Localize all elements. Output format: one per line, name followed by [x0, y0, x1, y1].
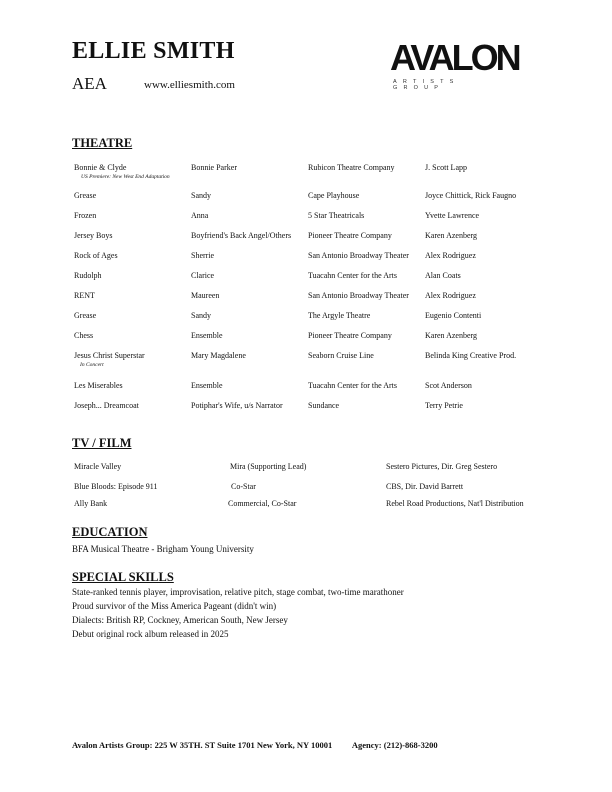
- theatre-director-cell: Alan Coats: [425, 271, 461, 280]
- website-link[interactable]: www.elliesmith.com: [144, 79, 235, 91]
- theatre-venue-cell: The Argyle Theatre: [308, 311, 371, 320]
- theatre-venue-cell: Pioneer Theatre Company: [308, 231, 392, 240]
- theatre-venue-cell: Pioneer Theatre Company: [308, 331, 392, 340]
- union-affiliation: AEA: [72, 74, 107, 93]
- theatre-role-cell: Anna: [191, 211, 209, 220]
- theatre-director-cell: Karen Azenberg: [425, 331, 478, 340]
- theatre-director-cell: Yvette Lawrence: [425, 211, 480, 220]
- skill-line: Debut original rock album released in 2025: [72, 629, 229, 639]
- logo-tagline: ARTISTS GROUP: [393, 79, 460, 91]
- theatre-venue-cell: San Antonio Broadway Theater: [308, 251, 409, 260]
- skill-line: State-ranked tennis player, improvisation, relative pitch, stage combat, two-time marathoner: [72, 587, 404, 597]
- theatre-show-cell: Frozen: [74, 211, 97, 220]
- theatre-director-cell: Scot Anderson: [425, 381, 472, 390]
- theatre-director-cell: Belinda King Creative Prod.: [425, 351, 517, 360]
- theatre-show-cell: Bonnie & Clyde: [74, 163, 127, 172]
- skills-heading: SPECIAL SKILLS: [72, 570, 174, 584]
- tvfilm-title-cell: Ally Bank: [74, 499, 108, 508]
- theatre-show-cell: RENT: [74, 291, 95, 300]
- theatre-director-cell: Karen Azenberg: [425, 231, 478, 240]
- theatre-director-cell: Terry Petrie: [425, 401, 463, 410]
- theatre-show-cell: Les Miserables: [74, 381, 123, 390]
- actor-name: ELLIE SMITH: [72, 38, 235, 64]
- theatre-role-cell: Sherrie: [191, 251, 215, 260]
- theatre-director-cell: Eugenio Contenti: [425, 311, 482, 320]
- tvfilm-role-cell: Co-Star: [231, 482, 256, 491]
- skill-line: Dialects: British RP, Cockney, American South, New Jersey: [72, 615, 288, 625]
- theatre-role-cell: Potiphar's Wife, u/s Narrator: [191, 401, 283, 410]
- tvfilm-company-cell: Sestero Pictures, Dir. Greg Sestero: [386, 462, 498, 471]
- theatre-venue-cell: Seaborn Cruise Line: [308, 351, 374, 360]
- tvfilm-title-cell: Blue Bloods: Episode 911: [74, 482, 158, 491]
- tvfilm-company-cell: Rebel Road Productions, Nat'l Distribution: [386, 499, 524, 508]
- theatre-director-cell: J. Scott Lapp: [425, 163, 467, 172]
- theatre-role-cell: Sandy: [191, 311, 211, 320]
- footer: [72, 740, 456, 750]
- theatre-show-cell: Jesus Christ Superstar: [74, 351, 145, 360]
- tvfilm-role-cell: Mira (Supporting Lead): [230, 462, 307, 471]
- theatre-show-cell: Jersey Boys: [74, 231, 113, 240]
- theatre-venue-cell: Tuacahn Center for the Arts: [308, 381, 398, 390]
- skill-line: Proud survivor of the Miss America Pageant (didn't win): [72, 601, 277, 611]
- theatre-role-cell: Maureen: [191, 291, 220, 300]
- theatre-director-cell: Joyce Chittick, Rick Faugno: [425, 191, 517, 200]
- theatre-show-cell: Chess: [74, 331, 94, 340]
- theatre-note: US Premiere: New West End Adaptation: [81, 174, 170, 180]
- tvfilm-role-cell: Commercial, Co-Star: [228, 499, 297, 508]
- theatre-role-cell: Mary Magdalene: [191, 351, 246, 360]
- theatre-venue-cell: Tuacahn Center for the Arts: [308, 271, 398, 280]
- agency-logo: [390, 37, 519, 92]
- theatre-venue-cell: Sundance: [308, 401, 340, 410]
- theatre-show-cell: Joseph... Dreamcoat: [74, 401, 139, 410]
- education-heading: EDUCATION: [72, 525, 148, 539]
- theatre-venue-cell: 5 Star Theatricals: [308, 211, 365, 220]
- tvfilm-title-cell: Miracle Valley: [74, 462, 122, 471]
- theatre-venue-cell: San Antonio Broadway Theater: [308, 291, 409, 300]
- footer-address: Avalon Artists Group: 225 W 35TH. ST Suite 1701 New York, NY 10001: [72, 740, 333, 750]
- theatre-note: In Concert: [80, 362, 104, 368]
- theatre-role-cell: Clarice: [191, 271, 215, 280]
- theatre-show-cell: Grease: [74, 311, 97, 320]
- logo-wordmark: AVALON: [390, 37, 519, 78]
- theatre-venue-cell: Cape Playhouse: [308, 191, 360, 200]
- theatre-director-cell: Alex Rodriguez: [425, 291, 476, 300]
- education-line: BFA Musical Theatre - Brigham Young University: [72, 544, 254, 554]
- theatre-show-cell: Rock of Ages: [74, 251, 118, 260]
- theatre-role-cell: Bonnie Parker: [191, 163, 237, 172]
- footer-agency-phone: Agency: (212)-868-3200: [351, 740, 438, 750]
- tvfilm-heading: TV / FILM: [72, 436, 132, 450]
- theatre-show-cell: Grease: [74, 191, 97, 200]
- theatre-role-cell: Sandy: [191, 191, 211, 200]
- theatre-show-cell: Rudolph: [74, 271, 102, 280]
- tvfilm-company-cell: CBS, Dir. David Barrett: [386, 482, 464, 491]
- theatre-role-cell: Ensemble: [191, 381, 223, 390]
- theatre-role-cell: Ensemble: [191, 331, 223, 340]
- theatre-director-cell: Alex Rodriguez: [425, 251, 476, 260]
- theatre-heading: THEATRE: [72, 136, 133, 150]
- theatre-venue-cell: Rubicon Theatre Company: [308, 163, 395, 172]
- theatre-role-cell: Boyfriend's Back Angel/Others: [191, 231, 292, 240]
